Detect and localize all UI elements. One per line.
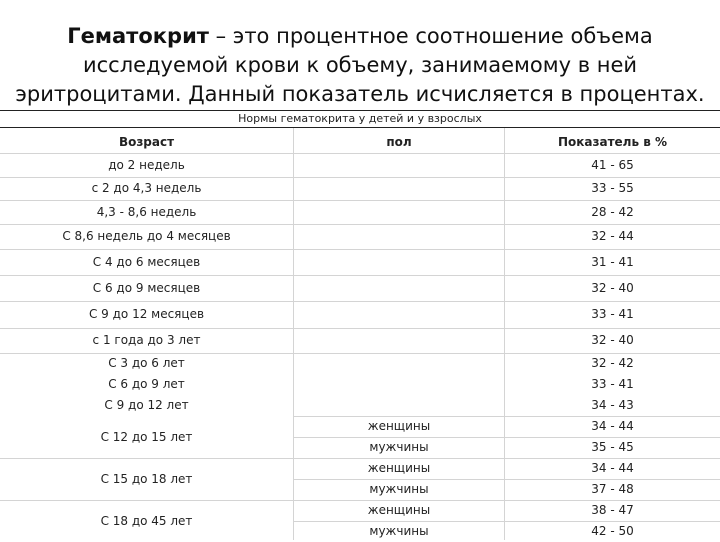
column-divider [293,128,294,540]
value-cell: 32 - 44 [591,229,634,243]
value-cell: 32 - 42 [591,356,634,370]
row-divider [294,479,720,480]
column-header-value: Показатель в % [557,135,668,149]
heading-line-1-text: – это процентное соотношение объема [208,24,653,48]
row-divider [294,437,720,438]
row-divider [294,521,720,522]
value-cell: 34 - 44 [591,461,634,475]
sex-cell-male: мужчины [369,524,429,538]
value-cell: 31 - 41 [591,255,634,269]
age-cell: С 18 до 45 лет [100,514,193,528]
value-cell: 33 - 41 [591,307,634,321]
table-caption: Нормы гематокрита у детей и у взрослых [238,112,482,125]
age-cell: с 1 года до 3 лет [92,333,201,347]
age-cell: С 6 до 9 лет [108,377,185,391]
sex-cell-female: женщины [367,461,431,475]
row-divider [294,416,720,417]
age-cell: С 6 до 9 месяцев [92,281,201,295]
age-cell: С 9 до 12 лет [104,398,189,412]
age-cell: до 2 недель [108,158,185,172]
page-heading [0,22,720,109]
column-header-sex: пол [386,135,412,149]
value-cell: 42 - 50 [591,524,634,538]
age-cell: С 4 до 6 месяцев [92,255,201,269]
age-cell: С 8,6 недель до 4 месяцев [62,229,231,243]
age-cell: С 9 до 12 месяцев [88,307,205,321]
value-cell: 35 - 45 [591,440,634,454]
value-cell: 32 - 40 [591,281,634,295]
age-cell: С 12 до 15 лет [100,430,193,444]
value-cell: 38 - 47 [591,503,634,517]
heading-line-1 [0,22,720,51]
sex-cell-male: мужчины [369,440,429,454]
value-cell: 37 - 48 [591,482,634,496]
value-cell: 33 - 41 [591,377,634,391]
age-cell: с 2 до 4,3 недель [91,181,202,195]
value-cell: 33 - 55 [591,181,634,195]
column-header-age: Возраст [118,135,175,149]
sex-cell-male: мужчины [369,482,429,496]
heading-term: Гематокрит [67,24,209,48]
sex-cell-female: женщины [367,419,431,433]
age-cell: С 15 до 18 лет [100,472,193,486]
age-cell: С 3 до 6 лет [108,356,185,370]
value-cell: 41 - 65 [591,158,634,172]
column-divider [504,128,505,540]
age-cell: 4,3 - 8,6 недель [96,205,197,219]
heading-line-3: эритроцитами. Данный показатель исчисляется в процентах. [15,82,705,106]
sex-cell-female: женщины [367,503,431,517]
value-cell: 34 - 44 [591,419,634,433]
value-cell: 34 - 43 [591,398,634,412]
heading-line-2: исследуемой крови к объему, занимаемому в ней [82,53,638,77]
value-cell: 32 - 40 [591,333,634,347]
value-cell: 28 - 42 [591,205,634,219]
